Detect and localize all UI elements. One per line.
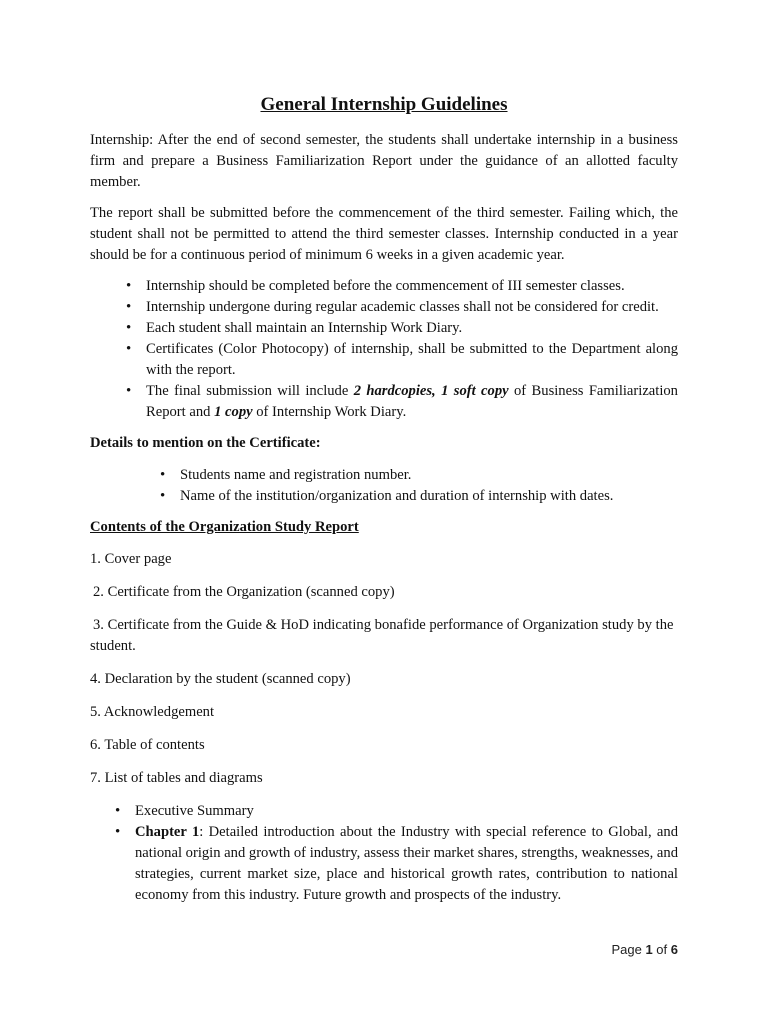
summary-list: [90, 801, 678, 906]
contents-heading: Contents of the Organization Study Report: [90, 519, 359, 535]
list-item-final-submission: [90, 381, 678, 423]
contents-item: 7. List of tables and diagrams: [90, 770, 263, 786]
submission-paragraph: The report shall be submitted before the commencement of the third semester. Failing which, the student shall not be permitted to attend the third semester classes. Internship conducted in a year should be for a continuous period of minimum 6 weeks in a given academic year.: [90, 205, 678, 263]
list-item: • Certificates (Color Photocopy) of internship, shall be submitted to the Department along with the report.: [90, 339, 678, 381]
current-page: 1: [645, 942, 653, 957]
document-body: [90, 92, 678, 916]
document-title: General Internship Guidelines: [260, 94, 508, 115]
final-submission-text: The final submission will include: [146, 383, 354, 399]
final-submission-text: of Business Familiarization Report and: [146, 383, 678, 420]
list-item: • Name of the institution/organization and duration of internship with dates.: [90, 486, 678, 507]
chapter-1-label: Chapter 1: [135, 824, 200, 840]
list-item: • Internship undergone during regular academic classes shall not be considered for credit.: [90, 297, 678, 318]
contents-item: 6. Table of contents: [90, 737, 205, 753]
list-item: • Each student shall maintain an Internship Work Diary.: [90, 318, 678, 339]
chapter-1-text: : Detailed introduction about the Industry with special reference to Global, and national origin and growth of industry, assess their market shares, strengths, weaknesses, and strategies, current market size, place and historical growth rates, contribution to national economy from this industry. Future growth and prospects of the industry.: [135, 824, 678, 903]
page-number: [611, 942, 678, 957]
contents-item: 4. Declaration by the student (scanned copy): [90, 671, 351, 687]
contents-item: 5. Acknowledgement: [90, 704, 215, 720]
final-submission-copies: 2 hardcopies, 1 soft copy: [353, 383, 509, 399]
list-item: • Internship should be completed before the commencement of III semester classes.: [90, 276, 678, 297]
final-submission-text: of Internship Work Diary.: [252, 404, 407, 420]
page-of-label: of: [656, 942, 668, 957]
contents-item: 1. Cover page: [90, 551, 172, 567]
contents-item: 2. Certificate from the Organization (scanned copy): [93, 584, 395, 600]
list-item: • Students name and registration number.: [90, 465, 678, 486]
page-label: Page: [611, 942, 642, 957]
list-item: • Executive Summary: [90, 801, 678, 822]
list-item-chapter-1: [90, 822, 678, 906]
intro-paragraph: Internship: After the end of second semester, the students shall undertake internship in a business firm and prepare a Business Familiarization Report under the guidance of an allotted faculty member.: [90, 132, 678, 190]
total-pages: 6: [670, 942, 678, 957]
certificate-heading: Details to mention on the Certificate:: [90, 435, 321, 451]
certificate-list: [90, 465, 678, 507]
rules-list: [90, 276, 678, 423]
final-submission-diary-copies: 1 copy: [214, 404, 253, 420]
contents-item: 3. Certificate from the Guide & HoD indicating bonafide performance of Organization study by the student.: [90, 617, 674, 654]
